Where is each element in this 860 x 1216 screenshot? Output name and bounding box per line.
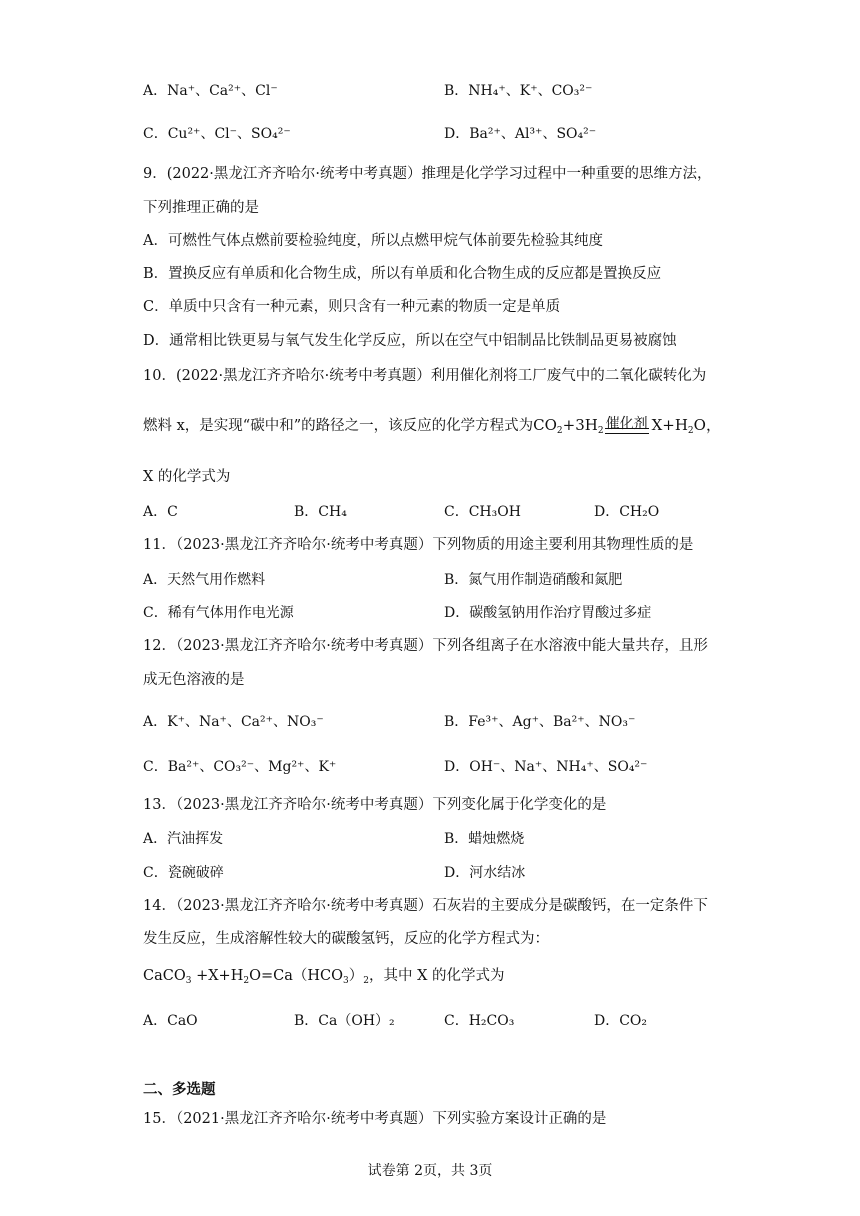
q10-stem-line3: X 的化学式为 [143, 469, 231, 485]
q11-option-a: A．天然气用作燃料 [143, 572, 266, 588]
q9-stem-line2: 下列推理正确的是 [143, 200, 259, 216]
q11-stem: 11．（2023·黑龙江齐齐哈尔·统考中考真题）下列物质的用途主要利用其物理性质的是 [143, 537, 694, 553]
q11-option-b: B．氮气用作制造硝酸和氮肥 [444, 572, 623, 588]
q10-stem-line1: 10．(2022·黑龙江齐齐哈尔·统考中考真题）利用催化剂将工厂废气中的二氧化碳转化为 [143, 368, 707, 384]
q8-option-d: D．Ba²⁺、Al³⁺、SO₄²⁻ [444, 126, 597, 142]
q13-option-b: B．蜡烛燃烧 [444, 831, 525, 847]
q9-option-b: B．置换反应有单质和化合物生成，所以有单质和化合物生成的反应都是置换反应 [143, 266, 662, 282]
q14-option-d: D．CO₂ [594, 1013, 648, 1029]
q11-option-d: D．碳酸氢钠用作治疗胃酸过多症 [444, 605, 652, 621]
q12-option-c: C．Ba²⁺、CO₃²⁻、Mg²⁺、K⁺ [143, 759, 337, 775]
q13-option-d: D．河水结冰 [444, 865, 526, 881]
q12-stem-line1: 12．（2023·黑龙江齐齐哈尔·统考中考真题）下列各组离子在水溶液中能大量共存，且形 [143, 638, 708, 654]
q14-option-c: C．H₂CO₃ [444, 1013, 515, 1029]
q10-option-a: A．C [143, 504, 178, 520]
q10-option-c: C．CH₃OH [444, 504, 521, 520]
q14-stem-line2: 发生反应，生成溶解性较大的碳酸氢钙，反应的化学方程式为： [143, 931, 549, 947]
page-footer: 试卷第 2页，共 3页 [367, 1163, 493, 1179]
q10-option-b: B．CH₄ [294, 504, 347, 520]
q14-stem-line1: 14．（2023·黑龙江齐齐哈尔·统考中考真题）石灰岩的主要成分是碳酸钙，在一定条件下 [143, 898, 708, 914]
q14-option-b: B．Ca（OH）₂ [294, 1013, 395, 1029]
q10-option-d: D．CH₂O [594, 504, 660, 520]
q11-option-c: C．稀有气体用作电光源 [143, 605, 294, 621]
q10-catalyst-label: 催化剂 [605, 416, 648, 432]
q8-option-a: A．Na⁺、Ca²⁺、Cl⁻ [143, 83, 278, 99]
q13-stem: 13．（2023·黑龙江齐齐哈尔·统考中考真题）下列变化属于化学变化的是 [143, 797, 607, 813]
q14-option-a: A．CaO [143, 1013, 198, 1029]
q9-option-d: D．通常相比铁更易与氧气发生化学反应，所以在空气中铝制品比铁制品更易被腐蚀 [143, 333, 677, 349]
q12-stem-line2: 成无色溶液的是 [143, 672, 245, 688]
q12-option-d: D．OH⁻、Na⁺、NH₄⁺、SO₄²⁻ [444, 759, 648, 775]
section-heading-multiple-choice: 二、多选题 [143, 1081, 216, 1098]
q8-option-b: B．NH₄⁺、K⁺、CO₃²⁻ [444, 83, 593, 99]
q13-option-a: A．汽油挥发 [143, 831, 224, 847]
q8-option-c: C．Cu²⁺、Cl⁻、SO₄²⁻ [143, 126, 291, 142]
q14-equation: CaCO$_3$ $+X+H_2O=Ca(HCO_3)_2$ [143, 968, 369, 986]
q12-option-a: A．K⁺、Na⁺、Ca²⁺、NO₃⁻ [143, 714, 324, 730]
q10-stem-line2: 燃料 x，是实现“碳中和”的路径之一，该反应的化学方程式为$CO_2+3H_2$ 催化剂 $X+H_2O$， [143, 405, 721, 451]
q12-option-b: B．Fe³⁺、Ag⁺、Ba²⁺、NO₃⁻ [444, 714, 636, 730]
q9-option-c: C．单质中只含有一种元素，则只含有一种元素的物质一定是单质 [143, 299, 561, 315]
q9-option-a: A．可燃性气体点燃前要检验纯度，所以点燃甲烷气体前要先检验其纯度 [143, 233, 603, 249]
q14-stem-line3 [143, 966, 505, 991]
q13-option-c: C．瓷碗破碎 [143, 865, 224, 881]
q15-stem: 15．（2021·黑龙江齐齐哈尔·统考中考真题）下列实验方案设计正确的是 [143, 1111, 607, 1127]
q10-equation: $CO_2+3H_2$ [533, 416, 604, 436]
q14-stem-line3-text: ，其中 X 的化学式为 [368, 968, 505, 984]
q10-stem-line2-text: 燃料 x，是实现“碳中和”的路径之一，该反应的化学方程式为 [143, 418, 534, 434]
q10-catalyst-arrow [604, 406, 652, 446]
q9-stem-line1: 9．(2022·黑龙江齐齐哈尔·统考中考真题）推理是化学学习过程中一种重要的思维方法， [143, 166, 712, 182]
